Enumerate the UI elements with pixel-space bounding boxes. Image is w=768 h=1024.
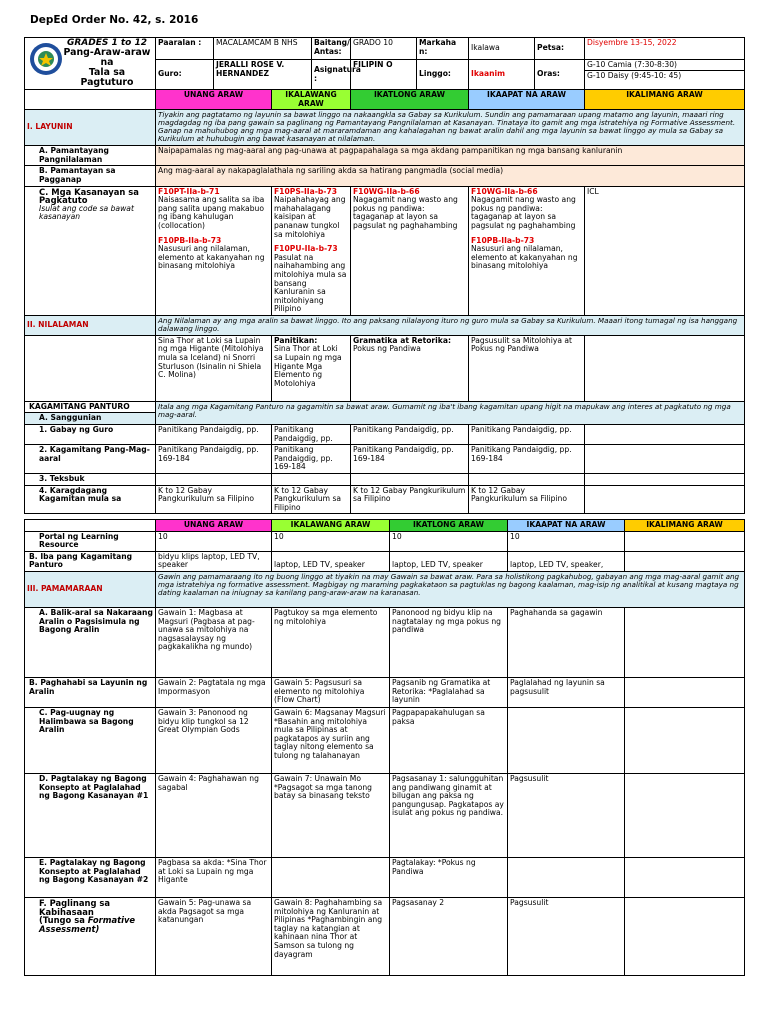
nilalaman-day2 bbox=[272, 335, 351, 401]
kasanayan-label: C. Mga Kasanayan sa Pagkatuto bbox=[39, 186, 139, 206]
pag-uugnay-day3: Pagpapapakahulugan sa paksa bbox=[390, 707, 508, 773]
day-header-1-p2: UNANG ARAW bbox=[156, 520, 272, 532]
paglinang-day3: Pagsasanay 2 bbox=[390, 897, 508, 975]
guro-label: Guro: bbox=[156, 60, 214, 90]
pagtalakay1-day4: Pagsusulit bbox=[508, 773, 625, 857]
k4-code2: F10PB-IIa-b-73 bbox=[471, 235, 535, 245]
karagdagang-day2: K to 12 Gabay Pangkurikulum sa Filipino bbox=[272, 485, 351, 514]
k1-code2: F10PB-IIa-b-73 bbox=[158, 235, 222, 245]
paglinang-sub2: Formative Assessment) bbox=[39, 915, 136, 934]
portal-day4: 10 bbox=[508, 531, 625, 551]
pamantayan-pagganap-label: B. Pamantayan sa Pagganap bbox=[25, 166, 156, 186]
kagamitang-mag-aaral-label: 2. Kagamitang Pang-Mag-aaral bbox=[25, 445, 156, 474]
deped-seal-icon bbox=[29, 42, 63, 76]
k4-code: F10WG-IIa-b-66 bbox=[471, 186, 538, 196]
kasanayan-label-cell bbox=[25, 186, 156, 315]
paglinang-label-cell bbox=[25, 897, 156, 975]
k1-text: Naisasama ang salita sa iba pang salita upang makabuo ng ibang kahulugan (collocation) bbox=[158, 195, 265, 230]
day-header-1: UNANG ARAW bbox=[156, 90, 272, 110]
pagtalakay2-day3: Pagtalakay: *Pokus ng Pandiwa bbox=[390, 857, 508, 897]
deped-order: DepEd Order No. 42, s. 2016 bbox=[30, 14, 199, 26]
pagtalakay1-day2: Gawain 7: Unawain Mo *Pagsagot sa mga tanong batay sa binasang teksto bbox=[272, 773, 390, 857]
teksbuk-label: 3. Teksbuk bbox=[25, 474, 156, 486]
balik-aral-day3: Panonood ng bidyu klip na nagtatalay ng mga pokus ng pandiwa bbox=[390, 607, 508, 677]
nilalaman-text: Ang Nilalaman ay ang mga aralin sa bawat linggo. Ito ang paksang nilalayong ituro ng guro mula sa Gabay sa Kurikulum. Maaari itong tumagal ng isa hanggang dalawang linggo. bbox=[156, 315, 745, 335]
k2-code2: F10PU-IIa-b-73 bbox=[274, 244, 338, 254]
paghahabi-day4: Paglalahad ng layunin sa pagsusulit bbox=[508, 677, 625, 707]
balik-aral-label: A. Balik-aral sa Nakaraang Aralin o Pagsisimula ng Bagong Aralin bbox=[25, 607, 156, 677]
karagdagang-day3: K to 12 Gabay Pangkurikulum sa Filipino bbox=[351, 485, 469, 514]
k3-text: Nagagamit nang wasto ang pokus ng pandiwa: tagaganap at layon sa pagsulat ng paghahambing bbox=[353, 195, 458, 230]
gabay-day2: Panitikang Pandaigdig, pp. bbox=[272, 425, 351, 445]
petsa-label: Petsa: bbox=[535, 38, 585, 60]
gabay-day1: Panitikang Pandaigdig, pp. bbox=[156, 425, 272, 445]
pag-uugnay-day1: Gawain 3: Panonood ng bidyu klip tungkol sa 12 Great Olympian Gods bbox=[156, 707, 272, 773]
balik-aral-day1: Gawain 1: Magbasa at Magsuri (Pagbasa at pag-unawa sa mitolohiya na nagsasalaysay ng pagkakalikha ng mundo) bbox=[156, 607, 272, 677]
paghahabi-day2: Gawain 5: Pagsusuri sa elemento ng mitolohiya (Flow Chart) bbox=[272, 677, 390, 707]
markahan-value: Ikalawa bbox=[469, 38, 535, 60]
portal-day3: 10 bbox=[390, 531, 508, 551]
n3-bold: Gramatika at Retorika: bbox=[353, 335, 451, 345]
dll-table-page2 bbox=[24, 519, 745, 976]
pagtalakay2-day1: Pagbasa sa akda: *Sina Thor at Loki sa Lupain ng mga Higante bbox=[156, 857, 272, 897]
kagamitan-label: KAGAMITANG PANTURO bbox=[25, 401, 156, 413]
kagamitan-ma-day1: Panitikang Pandaigdig, pp. 169-184 bbox=[156, 445, 272, 474]
iba-day4: laptop, LED TV, speaker, bbox=[508, 551, 625, 571]
gabay-day4: Panitikang Pandaigdig, pp. bbox=[469, 425, 585, 445]
day-header-5-p2: IKALIMANG ARAW bbox=[625, 520, 745, 532]
kasanayan-day5: ICL bbox=[585, 186, 745, 315]
k3-code: F10WG-IIa-b-66 bbox=[353, 186, 420, 196]
pagtalakay1-day3: Pagsasanay 1: salungguhitan ang pandiwang ginamit at bilugan ang paksa ng pangungusap. Pagkatapos ay isulat ang pokus ng pandiwa. bbox=[390, 773, 508, 857]
pag-uugnay-label: C. Pag-uugnay ng Halimbawa sa Bagong Aralin bbox=[25, 707, 156, 773]
kasanayan-day3 bbox=[351, 186, 469, 315]
markahan-label: Markaha n: bbox=[417, 38, 469, 60]
dll-title-cell bbox=[25, 38, 156, 90]
paglinang-day4: Pagsusulit bbox=[508, 897, 625, 975]
k1-code: F10PT-IIa-b-71 bbox=[158, 186, 220, 196]
kasanayan-day2 bbox=[272, 186, 351, 315]
layunin-text: Tiyakin ang pagtatamo ng layunin sa bawat linggo na nakaangkla sa Gabay sa Kurikulum. Sundin ang pamamaraan upang matamo ang layunin, maaari ring magdagdag ng iba pang gawain sa paglinang ng Pamantayang Pangnilalaman at Kasanayan. Tinataya ito gamit ang mga istratehiya ng Formative Assessment. Ganap na mahuhubog ang mga mag-aaral at mararamdaman ang kahalagahan ng bawat aralin dahil ang mga layunin sa bawat linggo ay mula sa Gabay sa Kurikulum at huhubugin ang bawat kasanayan at nilalaman. bbox=[156, 110, 745, 146]
kasanayan-day1 bbox=[156, 186, 272, 315]
nilalaman-day3 bbox=[351, 335, 469, 401]
portal-day2: 10 bbox=[272, 531, 390, 551]
pamamaraan-label: III. PAMAMARAAN bbox=[25, 571, 156, 607]
paglinang-sub1: (Tungo sa bbox=[39, 915, 88, 926]
day-header-2: IKALAWANG ARAW bbox=[272, 90, 351, 110]
iba-day2: laptop, LED TV, speaker bbox=[272, 551, 390, 571]
kagamitan-text: Itala ang mga Kagamitang Panturo na gagamitin sa bawat araw. Gumamit ng iba't ibang kagamitan upang higit na mapukaw ang interes at pagkatuto ng mga mag-aaral. bbox=[156, 401, 745, 424]
portal-day1: 10 bbox=[156, 531, 272, 551]
paghahabi-day1: Gawain 2: Pagtatala ng mga Impormasyon bbox=[156, 677, 272, 707]
iba-day1: bidyu klips laptop, LED TV, speaker bbox=[156, 551, 272, 571]
karagdagang-day4: K to 12 Gabay Pangkurikulum sa Filipino bbox=[469, 485, 585, 514]
day-header-3-p2: IKATLONG ARAW bbox=[390, 520, 508, 532]
pamantayang-pangnilalaman-text: Naipapamalas ng mag-aaral ang pag-unawa at pagpapahalaga sa mga akdang pampanitikan ng mga bansang kanluranin bbox=[156, 146, 745, 166]
pamantayang-pangnilalaman-label: A. Pamantayang Pangnilalaman bbox=[25, 146, 156, 166]
balik-aral-day2: Pagtukoy sa mga elemento ng mitolohiya bbox=[272, 607, 390, 677]
title-line2: Pang-Araw-araw na bbox=[63, 46, 151, 68]
oras-camia: G-10 Camia (7:30-8:30) bbox=[585, 60, 744, 71]
pagtalakay2-label: E. Pagtalakay ng Bagong Konsepto at Paglalahad ng Bagong Kasanayan #2 bbox=[25, 857, 156, 897]
karagdagang-day1: K to 12 Gabay Pangkurikulum sa Filipino bbox=[156, 485, 272, 514]
k2-code: F10PS-IIa-b-73 bbox=[274, 186, 338, 196]
asignatura-label: Asignatura : bbox=[312, 60, 351, 90]
n3-text: Pokus ng Pandiwa bbox=[353, 344, 421, 354]
paaralan-label: Paaralan : bbox=[156, 38, 214, 60]
dll-table-page1 bbox=[24, 37, 745, 514]
paaralan-value: MACALAMCAM B NHS bbox=[214, 38, 312, 60]
layunin-label: I. LAYUNIN bbox=[25, 110, 156, 146]
day-header-2-p2: IKALAWANG ARAW bbox=[272, 520, 390, 532]
pag-uugnay-day2: Gawain 6: Magsanay Magsuri *Basahin ang mitolohiya mula sa Pilipinas at pagkatapos ay suriin ang taglay nitong elemento sa tulong ng talahanayan bbox=[272, 707, 390, 773]
paghahabi-label: B. Paghahabi sa Layunin ng Aralin bbox=[25, 677, 156, 707]
title-line3: Tala sa Pagtuturo bbox=[80, 66, 134, 88]
baitang-label: Baitang/ Antas: bbox=[312, 38, 351, 60]
karagdagang-label: 4. Karagdagang Kagamitan mula sa bbox=[25, 485, 156, 514]
oras-value bbox=[585, 60, 745, 90]
kasanayan-day4 bbox=[469, 186, 585, 315]
kagamitan-ma-day2: Panitikang Pandaigdig, pp. 169-184 bbox=[272, 445, 351, 474]
title-line1: GRADES 1 to 12 bbox=[66, 38, 148, 48]
kasanayan-sub: Isulat ang code sa bawat kasanayan bbox=[39, 203, 134, 222]
nilalaman-label: II. NILALAMAN bbox=[25, 315, 156, 335]
kagamitan-ma-day3: Panitikang Pandaigdig, pp. 169-184 bbox=[351, 445, 469, 474]
linggo-value: Ikaanim bbox=[469, 60, 535, 90]
day-header-4: IKAAPAT NA ARAW bbox=[469, 90, 585, 110]
n2-bold: Panitikan: bbox=[274, 335, 318, 345]
day-header-3: IKATLONG ARAW bbox=[351, 90, 469, 110]
kagamitan-ma-day4: Panitikang Pandaigdig, pp. 169-184 bbox=[469, 445, 585, 474]
day-header-4-p2: IKAAPAT NA ARAW bbox=[508, 520, 625, 532]
pamamaraan-text: Gawin ang pamamaraang ito ng buong linggo at tiyakin na may Gawain sa bawat araw. Para sa holistikong pagkahubog, gabayan ang mga mag-aaral gamit ang mga istratehiya ng formative assessment. Magbigay ng maraming pagkakataon sa pagtuklas ng bagong kaalaman, mag-isip ng analitikal at kusang magtaya ng dating kaalaman na iniugnay sa kanilang pang-araw-araw na karanasan. bbox=[156, 571, 745, 607]
nilalaman-day1: Sina Thor at Loki sa Lupain ng mga Higante (Mitolohiya mula sa Iceland) ni Snorri Sturluson (Isinalin ni Shiela C. Molina) bbox=[156, 335, 272, 401]
linggo-label: Linggo: bbox=[417, 60, 469, 90]
paglinang-day2: Gawain 8: Paghahambing sa mitolohiya ng Kanluranin at Pilipinas *Paghambingin ang taglay na katangian at kahinaan nina Thor at Samson sa tulong ng dayagram bbox=[272, 897, 390, 975]
paglinang-label: F. Paglinang sa Kabihasaan bbox=[39, 897, 111, 917]
k2-text2: Pasulat na naihahambing ang mitolohiya mula sa bansang Kanluranin sa mitolohiyang Pilipino bbox=[274, 252, 347, 314]
asignatura-value: FILIPIN O bbox=[351, 60, 417, 90]
paglinang-day1: Gawain 5: Pag-unawa sa akda Pagsagot sa mga katanungan bbox=[156, 897, 272, 975]
k4-text: Nagagamit nang wasto ang pokus ng pandiwa: tagaganap at layon sa pagsulat ng paghahambing bbox=[471, 195, 576, 230]
k1-text2: Nasusuri ang nilalaman, elemento at kakanyahan ng binasang mitolohiya bbox=[158, 244, 265, 271]
baitang-value: GRADO 10 bbox=[351, 38, 417, 60]
day-header-5: IKALIMANG ARAW bbox=[585, 90, 745, 110]
sanggunian-label: A. Sanggunian bbox=[25, 413, 156, 425]
iba-kagamitan-label: B. Iba pang Kagamitang Panturo bbox=[25, 551, 156, 571]
pagtalakay1-label: D. Pagtalakay ng Bagong Konsepto at Paglalahad ng Bagong Kasanayan #1 bbox=[25, 773, 156, 857]
gabay-guro-label: 1. Gabay ng Guro bbox=[25, 425, 156, 445]
k4-text2: Nasusuri ang nilalaman, elemento at kakanyahan ng binasang mitolohiya bbox=[471, 244, 578, 271]
portal-label: Portal ng Learning Resource bbox=[25, 531, 156, 551]
balik-aral-day4: Paghahanda sa gagawin bbox=[508, 607, 625, 677]
pagtalakay1-day1: Gawain 4: Paghahawan ng sagabal bbox=[156, 773, 272, 857]
oras-label: Oras: bbox=[535, 60, 585, 90]
pamantayan-pagganap-text: Ang mag-aaral ay nakapaglalathala ng sariling akda sa hatirang pangmadla (social media) bbox=[156, 166, 745, 186]
gabay-day3: Panitikang Pandaigdig, pp. bbox=[351, 425, 469, 445]
nilalaman-day4: Pagsusulit sa Mitolohiya at Pokus ng Pandiwa bbox=[469, 335, 585, 401]
iba-day3: laptop, LED TV, speaker bbox=[390, 551, 508, 571]
oras-daisy: G-10 Daisy (9:45-10: 45) bbox=[587, 71, 682, 81]
k2-text: Naipahahayag ang mahahalagang kaisipan at pananaw tungkol sa mitolohiya bbox=[274, 195, 346, 239]
paghahabi-day3: Pagsanib ng Gramatika at Retorika: *Paglalahad sa layunin bbox=[390, 677, 508, 707]
petsa-value: Disyembre 13-15, 2022 bbox=[585, 38, 745, 60]
guro-value: JERALLI ROSE V. HERNANDEZ bbox=[214, 60, 312, 90]
n2-text: Sina Thor at Loki sa Lupain ng mga Higante Mga Elemento ng Motolohiya bbox=[274, 344, 342, 388]
